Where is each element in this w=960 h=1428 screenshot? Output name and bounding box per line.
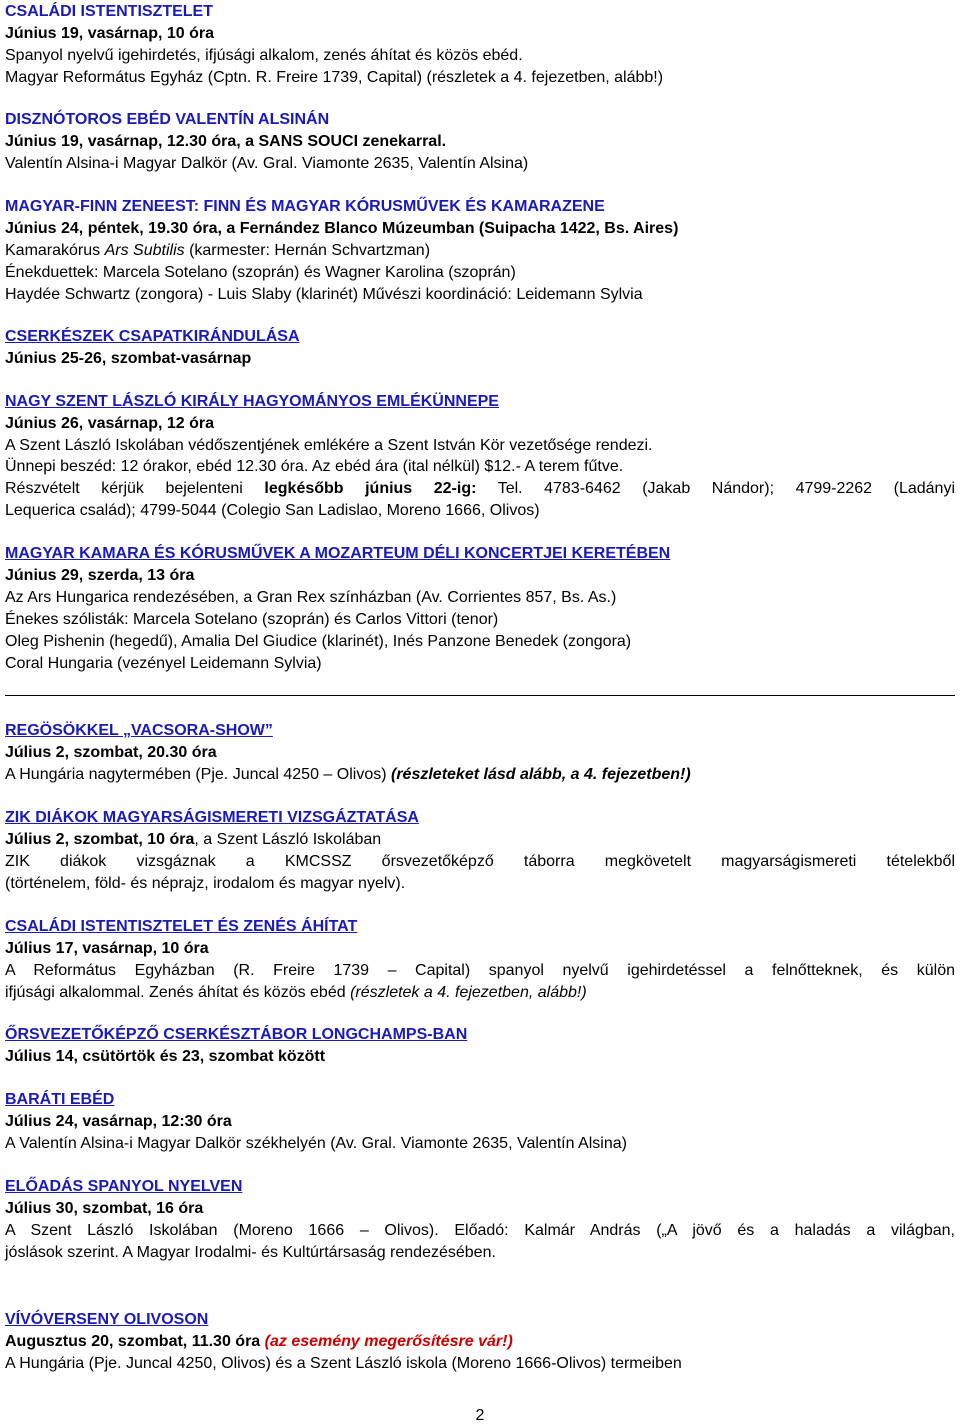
event-title: ZIK DIÁKOK MAGYARSÁGISMERETI VIZSGÁZTATÁSA — [5, 809, 419, 826]
event-line: jóslások szerint. A Magyar Irodalmi- és Kultúrtársaság rendezésében. — [5, 1244, 496, 1261]
event-date: Július 30, szombat, 16 óra — [5, 1200, 204, 1217]
event-line: Ünnepi beszéd: 12 órakor, ebéd 12.30 óra. Az ebéd ára (ital nélkül) $12.- A terem fűtve. — [5, 458, 624, 475]
event-line: (történelem, föld- és néprajz, irodalom és magyar nyelv). — [5, 875, 406, 892]
event-line: A Református Egyházban (R. Freire 1739 – Capital) spanyol nyelvű igehirdetéssel a felnőtteknek, és külön — [5, 962, 955, 979]
event-line: Magyar Református Egyház (Cptn. R. Freire 1739, Capital) (részletek a 4. fejezetben, alább!) — [5, 69, 664, 86]
event-title: CSERKÉSZEK CSAPATKIRÁNDULÁSA — [5, 328, 300, 345]
event-title: CSALÁDI ISTENTISZTELET ÉS ZENÉS ÁHÍTAT — [5, 918, 358, 935]
section-divider — [5, 695, 955, 696]
event-date: Június 29, szerda, 13 óra — [5, 567, 195, 584]
event-date: Július 2, szombat, 10 óra, a Szent László Iskolában — [5, 831, 382, 848]
event-title: ŐRSVEZETŐKÉPZŐ CSERKÉSZTÁBOR LONGCHAMPS-BAN — [5, 1026, 468, 1043]
event-date: Június 19, vasárnap, 12.30 óra, a SANS SOUCI zenekarral. — [5, 133, 447, 150]
event-date: Június 25-26, szombat-vasárnap — [5, 350, 252, 367]
event-line: A Hungária (Pje. Juncal 4250, Olivos) és a Szent László iskola (Moreno 1666-Olivos) termeiben — [5, 1355, 682, 1372]
event-line: A Szent László Iskolában (Moreno 1666 – Olivos). Előadó: Kalmár András („A jövő és a haladás a világban, — [5, 1222, 955, 1239]
event-line: Valentín Alsina-i Magyar Dalkör (Av. Gral. Viamonte 2635, Valentín Alsina) — [5, 155, 529, 172]
event-line: ZIK diákok vizsgáznak a KMCSSZ őrsvezetőképző táborra megkövetelt magyarságismereti tételekből — [5, 853, 955, 870]
event-date: Július 2, szombat, 20.30 óra — [5, 744, 217, 761]
event-line: Énekes szólisták: Marcela Sotelano (szoprán) és Carlos Vittori (tenor) — [5, 611, 499, 628]
event-date: Június 24, péntek, 19.30 óra, a Fernández Blanco Múzeumban (Suipacha 1422, Bs. Aires) — [5, 220, 679, 237]
page-number: 2 — [475, 1407, 485, 1424]
event-line: A Hungária nagytermében (Pje. Juncal 4250 – Olivos) (részleteket lásd alább, a 4. fejezetben!) — [5, 766, 691, 783]
event-line: Spanyol nyelvű igehirdetés, ifjúsági alkalom, zenés áhítat és közös ebéd. — [5, 47, 523, 64]
event-line: A Szent László Iskolában védőszentjének emlékére a Szent István Kör vezetősége rendezi. — [5, 437, 653, 454]
event-line: ifjúsági alkalommal. Zenés áhítat és közös ebéd (részletek a 4. fejezetben, alább!) — [5, 984, 587, 1001]
event-title: VÍVÓVERSENY OLIVOSON — [5, 1311, 209, 1328]
event-title: ELŐADÁS SPANYOL NYELVEN — [5, 1178, 243, 1195]
event-title: NAGY SZENT LÁSZLÓ KIRÁLY HAGYOMÁNYOS EMLÉKÜNNEPE — [5, 393, 499, 410]
event-line: Énekduettek: Marcela Sotelano (szoprán) és Wagner Karolina (szoprán) — [5, 264, 516, 281]
event-date: Június 19, vasárnap, 10 óra — [5, 25, 214, 42]
event-line: Lequerica család); 4799-5044 (Colegio San Ladislao, Moreno 1666, Olivos) — [5, 502, 540, 519]
event-title: REGÖSÖKKEL „VACSORA-SHOW” — [5, 722, 273, 739]
event-title: BARÁTI EBÉD — [5, 1091, 115, 1108]
event-title: MAGYAR KAMARA ÉS KÓRUSMŰVEK A MOZARTEUM DÉLI KONCERTJEI KERETÉBEN — [5, 545, 671, 562]
event-line: Coral Hungaria (vezényel Leidemann Sylvia) — [5, 655, 322, 672]
event-date: Augusztus 20, szombat, 11.30 óra (az esemény megerősítésre vár!) — [5, 1333, 513, 1350]
event-title: CSALÁDI ISTENTISZTELET — [5, 3, 213, 20]
event-line: Az Ars Hungarica rendezésében, a Gran Rex színházban (Av. Corrientes 857, Bs. As.) — [5, 589, 617, 606]
event-line: Részvételt kérjük bejelenteni legkésőbb június 22-ig: Tel. 4783-6462 (Jakab Nándor); 4799-2262 (Ladányi — [5, 480, 956, 497]
event-line: Oleg Pishenin (hegedű), Amalia Del Giudice (klarinét), Inés Panzone Benedek (zongora) — [5, 633, 632, 650]
event-line: Kamarakórus Ars Subtilis (karmester: Hernán Schvartzman) — [5, 242, 431, 259]
event-line: A Valentín Alsina-i Magyar Dalkör székhelyén (Av. Gral. Viamonte 2635, Valentín Alsina) — [5, 1135, 627, 1152]
event-line: Haydée Schwartz (zongora) - Luis Slaby (klarinét) Művészi koordináció: Leidemann Sylvia — [5, 286, 643, 303]
event-title: MAGYAR-FINN ZENEEST: FINN ÉS MAGYAR KÓRUSMŰVEK ÉS KAMARAZENE — [5, 198, 605, 215]
event-date: Június 26, vasárnap, 12 óra — [5, 415, 214, 432]
event-date: Július 17, vasárnap, 10 óra — [5, 940, 209, 957]
event-date: Július 24, vasárnap, 12:30 óra — [5, 1113, 232, 1130]
event-date: Július 14, csütörtök és 23, szombat között — [5, 1048, 326, 1065]
event-title: DISZNÓTOROS EBÉD VALENTÍN ALSINÁN — [5, 111, 330, 128]
